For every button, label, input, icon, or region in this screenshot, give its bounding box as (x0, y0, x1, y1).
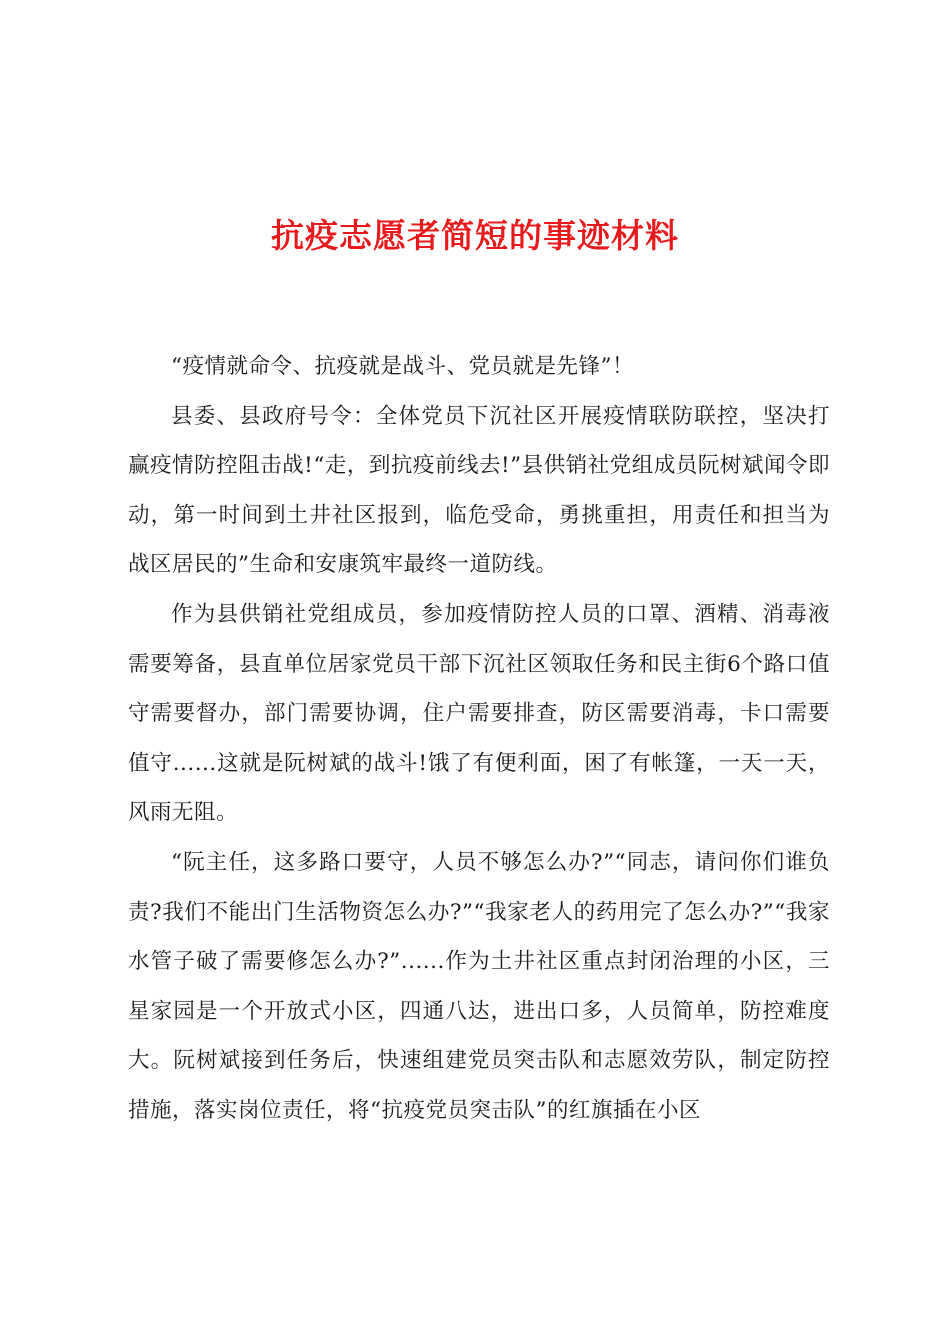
document-body (128, 342, 830, 1136)
document-title: 抗疫志愿者简短的事迹材料 (271, 216, 679, 255)
paragraph-duties: 作为县供销社党组成员，参加疫情防控人员的口罩、酒精、消毒液需要筹备，县直单位居家党员干部下沉社区领取任务和民主街6个路口值守需要督办，部门需要协调，住户需要排查，防区需要消毒，卡口需要值守......这就是阮树斌的战斗!饿了有便利面，困了有帐篷，一天一天，风雨无阻。 (128, 601, 830, 826)
paragraph-call-to-action: 县委、县政府号令：全体党员下沉社区开展疫情联防联控，坚决打赢疫情防控阻击战!“走，到抗疫前线去!”县供销社党组成员阮树斌闻令即动，第一时间到土井社区报到，临危受命，勇挑重担，用责任和担当为战区居民的”生命和安康筑牢最终一道防线。 (128, 403, 830, 578)
paragraph-community: “阮主任，这多路口要守，人员不够怎么办?”“同志，请问你们谁负责?我们不能出门生活物资怎么办?”“我家老人的药用完了怎么办?”“我家水管子破了需要修怎么办?”......作为土井社区重点封闭治理的小区，三星家园是一个开放式小区，四通八达，进出口多，人员简单，防控难度大。阮树斌接到任务后，快速组建党员突击队和志愿效劳队，制定防控措施，落实岗位责任，将“抗疫党员突击队”的红旗插在小区 (128, 849, 830, 1123)
paragraph-slogan: “疫情就命令、抗疫就是战斗、党员就是先锋”！ (171, 354, 634, 379)
